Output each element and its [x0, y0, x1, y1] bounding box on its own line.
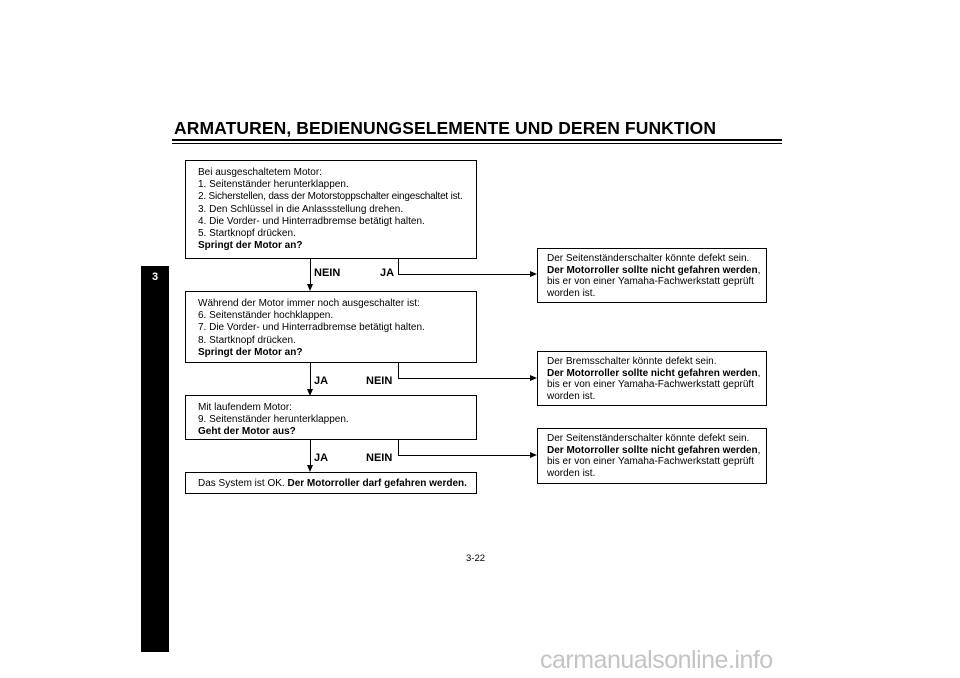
step-1-line: 2. Sicherstellen, dass der Motorstoppschalter eingeschaltet ist. [198, 191, 463, 203]
result-2-line: Der Bremsschalter könnte defekt sein. [547, 356, 717, 367]
connector-down-2 [310, 363, 311, 389]
arrow-down-icon [307, 465, 313, 472]
connector-right-1-drop [398, 259, 399, 274]
connector-down-1 [310, 259, 311, 285]
result-3-comma: , [757, 444, 761, 456]
step-1-line: 5. Startknopf drücken. [198, 228, 296, 240]
connector-3-right-label: NEIN [366, 452, 393, 464]
result-1-line: Der Seitenständerschalter könnte defekt sein. [547, 253, 750, 264]
connector-right-2 [398, 378, 530, 379]
flow-step-1-box [185, 160, 477, 259]
result-3-line: bis er von einer Yamaha-Fachwerkstatt geprüft [547, 456, 754, 468]
arrow-right-icon [530, 271, 537, 277]
result-1-line: worden ist. [547, 287, 596, 299]
connector-2-down-label: JA [314, 375, 329, 387]
connector-right-1 [398, 274, 530, 275]
result-1-line: bis er von einer Yamaha-Fachwerkstatt geprüft [547, 276, 754, 288]
result-2-warning: Der Motorroller sollte nicht gefahren werden [547, 367, 758, 379]
title-rule-thick [172, 139, 782, 141]
chapter-number: 3 [151, 271, 159, 283]
step-1-line: 3. Den Schlüssel in die Anlassstellung drehen. [198, 203, 404, 215]
result-ok-text: Das System ist OK. [198, 478, 288, 489]
step-1-line: 4. Die Vorder- und Hinterradbremse betätigt halten. [198, 215, 425, 227]
step-2-line: 6. Seitenständer hochklappen. [198, 310, 334, 322]
step-2-line: 7. Die Vorder- und Hinterradbremse betätigt halten. [198, 322, 425, 334]
arrow-right-icon [530, 452, 537, 458]
connector-right-3 [398, 455, 530, 456]
connector-3-down-label: JA [314, 452, 329, 464]
result-3-line: Der Seitenständerschalter könnte defekt sein. [547, 433, 750, 444]
result-ok-bold: Der Motorroller darf gefahren werden. [287, 478, 467, 489]
flow-result-1-box [537, 248, 767, 303]
step-3-line: 9. Seitenständer herunterklappen. [198, 414, 349, 426]
connector-right-3-drop [398, 440, 399, 455]
result-2-comma: , [757, 367, 761, 379]
flow-result-2-box [537, 351, 767, 406]
flow-result-ok-box [185, 472, 477, 494]
step-1-line: 1. Seitenständer herunterklappen. [198, 179, 349, 191]
arrow-down-icon [307, 284, 313, 291]
arrow-right-icon [530, 375, 537, 381]
result-1-comma: , [757, 264, 761, 276]
connector-1-right-label: JA [380, 267, 395, 279]
step-2-line: Während der Motor immer noch ausgeschalter ist: [198, 298, 420, 309]
connector-right-2-drop [398, 363, 399, 378]
result-2-line: worden ist. [547, 390, 596, 402]
step-1-line: Bei ausgeschaltetem Motor: [198, 167, 322, 178]
step-2-question: Springt der Motor an? [198, 346, 303, 358]
flow-step-2-box [185, 291, 477, 363]
connector-1-down-label: NEIN [314, 267, 341, 279]
result-3-line: worden ist. [547, 467, 596, 479]
result-1-warning: Der Motorroller sollte nicht gefahren werden [547, 264, 758, 276]
connector-2-right-label: NEIN [366, 375, 393, 387]
step-3-question: Geht der Motor aus? [198, 426, 296, 438]
page-number: 3-22 [466, 553, 486, 564]
chapter-tab [141, 266, 169, 652]
step-2-line: 8. Startknopf drücken. [198, 334, 296, 346]
flow-result-3-box [537, 428, 767, 484]
result-3-warning: Der Motorroller sollte nicht gefahren werden [547, 444, 758, 456]
title-rule-thin [172, 143, 782, 144]
step-1-question: Springt der Motor an? [198, 240, 303, 252]
connector-down-3 [310, 440, 311, 465]
watermark: carmanualsonline.info [540, 646, 773, 674]
result-2-line: bis er von einer Yamaha-Fachwerkstatt geprüft [547, 379, 754, 391]
step-3-line: Mit laufendem Motor: [198, 402, 292, 413]
page-title: ARMATUREN, BEDIENUNGSELEMENTE UND DEREN FUNKTION [174, 118, 717, 138]
flow-step-3-box [185, 395, 477, 440]
